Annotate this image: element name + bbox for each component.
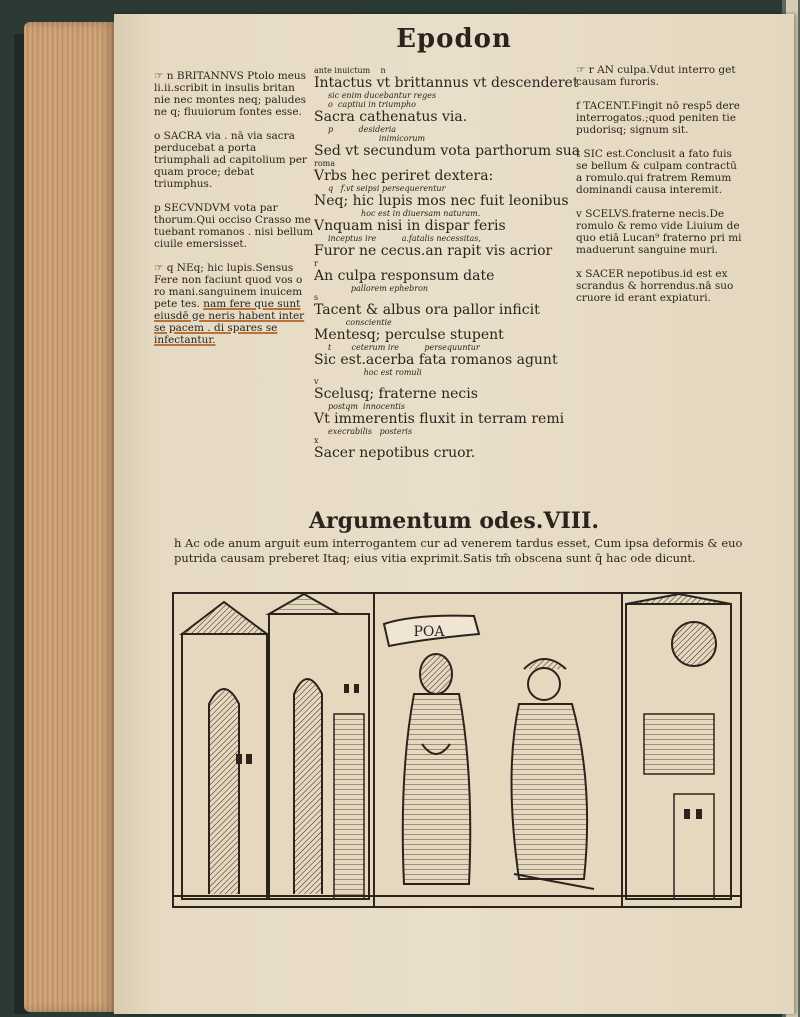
poem-lead-marker: x <box>314 436 319 445</box>
poem-line: Vt immerentis fluxit in terram remi <box>314 411 565 427</box>
poem-line: Sic est.acerba fata romanos agunt <box>314 352 558 368</box>
poem-column <box>314 66 581 461</box>
woodcut-svg <box>174 594 740 906</box>
poem-line: Scelusq; fraterne necis <box>314 386 478 402</box>
page-header-title: Epodon <box>396 24 512 54</box>
right-note-4: v SCELVS.fraterne necis.De romulo & remo vide Liuium de quo etiā Lucan⁹ fraterno pri mi maduerunt sanguine muri. <box>576 208 742 256</box>
poem-gloss: execrabilis posteris <box>328 427 413 436</box>
poem-gloss: postqm innocentis <box>328 402 405 411</box>
book <box>14 14 784 1010</box>
right-commentary-column <box>576 64 746 316</box>
woodcut-young-man-figure <box>512 659 595 889</box>
poem-line: Vrbs hec periret dextera: <box>314 168 494 184</box>
woodcut-banner <box>384 616 479 646</box>
woodcut-banner-text: POA <box>413 624 445 640</box>
argument-title: Argumentum odes.VIII. <box>308 508 600 534</box>
poem-line: An culpa responsum date <box>314 268 495 284</box>
poem-lead-marker: s <box>314 293 319 302</box>
left-note-4-underlined: nam fere que sunt eiusdē ge neris habent inter se pacem . di spares se infectantur. <box>154 298 305 346</box>
poem-gloss: hoc est in diuersam naturam. <box>328 209 481 218</box>
poem-gloss: q f.vt seipsi persequerentur <box>328 184 446 193</box>
poem-gloss: hoc est romuli <box>328 368 422 377</box>
right-note-2: f TACENT.Fingit nō resp5 dere interrogatos.;quod peniten tie pudorisq; signum sit. <box>576 100 740 136</box>
right-note-1: ☞ r AN culpa.Vdut interro get causam furoris. <box>576 64 736 88</box>
poem-line: Mentesq; perculse stupent <box>314 327 504 343</box>
woodcut-right-buildings <box>622 594 731 906</box>
poem-line: Tacent & albus ora pallor inficit <box>314 302 540 318</box>
poem-gloss: pallorem ephebron <box>328 284 429 293</box>
left-note-3: p SECVNDVM vota par thorum.Qui occiso Crasso me tuebant romanos . nisi bellum ciuile emersisset. <box>154 202 314 250</box>
poem-line: Sacra cathenatus via. <box>314 109 468 125</box>
page <box>114 14 794 1014</box>
poem-gloss: o captiui in triumpho <box>328 100 416 109</box>
poem-line: Sed vt secundum vota parthorum sua <box>314 143 581 159</box>
poem-gloss: sic enim ducebantur reges <box>328 91 437 100</box>
poem-lead-marker: r <box>314 259 318 268</box>
argument-text: h Ac ode anum arguit eum interrogantem cur ad venerem tardus esset, Cum ipsa deformis & euo putrida causam preberet Itaq; eius vitia exprimit.Satis tm̄ obscena sunt q̄ hac ode dicunt. <box>174 536 743 565</box>
poem-gloss: conscientie <box>328 318 392 327</box>
poem-line: Furor ne cecus.an rapit vis acrior <box>314 243 553 259</box>
poem-line: Sacer nepotibus cruor. <box>314 445 476 461</box>
left-note-1: ☞ n BRITANNVS Ptolo meus li.ii.scribit in insulis britan nie nec montes neq; paludes ne q; fluuiorum fontes esse. <box>154 70 307 118</box>
left-note-4-text: ☞ q NEq; hic lupis.Sensus Fere non faciunt quod vos o ro mani.sanguinem inuicem pete tes. <box>154 262 303 310</box>
poem-lead-marker: roma <box>314 159 335 168</box>
page-edges <box>24 22 116 1012</box>
poem-line: Intactus vt brittannus vt descenderet <box>314 75 579 91</box>
right-note-5: x SACER nepotibus.id est ex scrandus & horrendus.nā suo cruore id erant expiaturi. <box>576 268 734 304</box>
left-note-2: o SACRA via . nā via sacra perducebat a porta triumphali ad capitolium per quam proce; debat triumphus. <box>154 130 307 190</box>
poem-lead-marker: v <box>314 377 319 386</box>
woodcut-illustration <box>172 592 742 908</box>
woodcut-left-buildings <box>182 594 374 906</box>
poem-gloss: inceptus ire a.fatalis necessitas, <box>328 234 481 243</box>
poem-gloss: inimicorum <box>328 134 426 143</box>
left-note-4 <box>154 262 314 346</box>
poem-gloss: t ceterum ire persequuntur <box>328 343 480 352</box>
poem-gloss: p desideria <box>328 125 397 134</box>
woodcut-old-woman-figure <box>403 654 471 884</box>
poem-lead-marker: ante inuictum n <box>314 66 386 75</box>
poem-line: Vnquam nisi in dispar feris <box>314 218 506 234</box>
right-note-3: t SIC est.Conclusit a fato fuis se bellum & culpam contractū a romulo.qui fratrem Remum dominandi causa interemit. <box>576 148 737 196</box>
left-commentary-column <box>154 70 314 358</box>
poem-line: Neq; hic lupis mos nec fuit leonibus <box>314 193 569 209</box>
